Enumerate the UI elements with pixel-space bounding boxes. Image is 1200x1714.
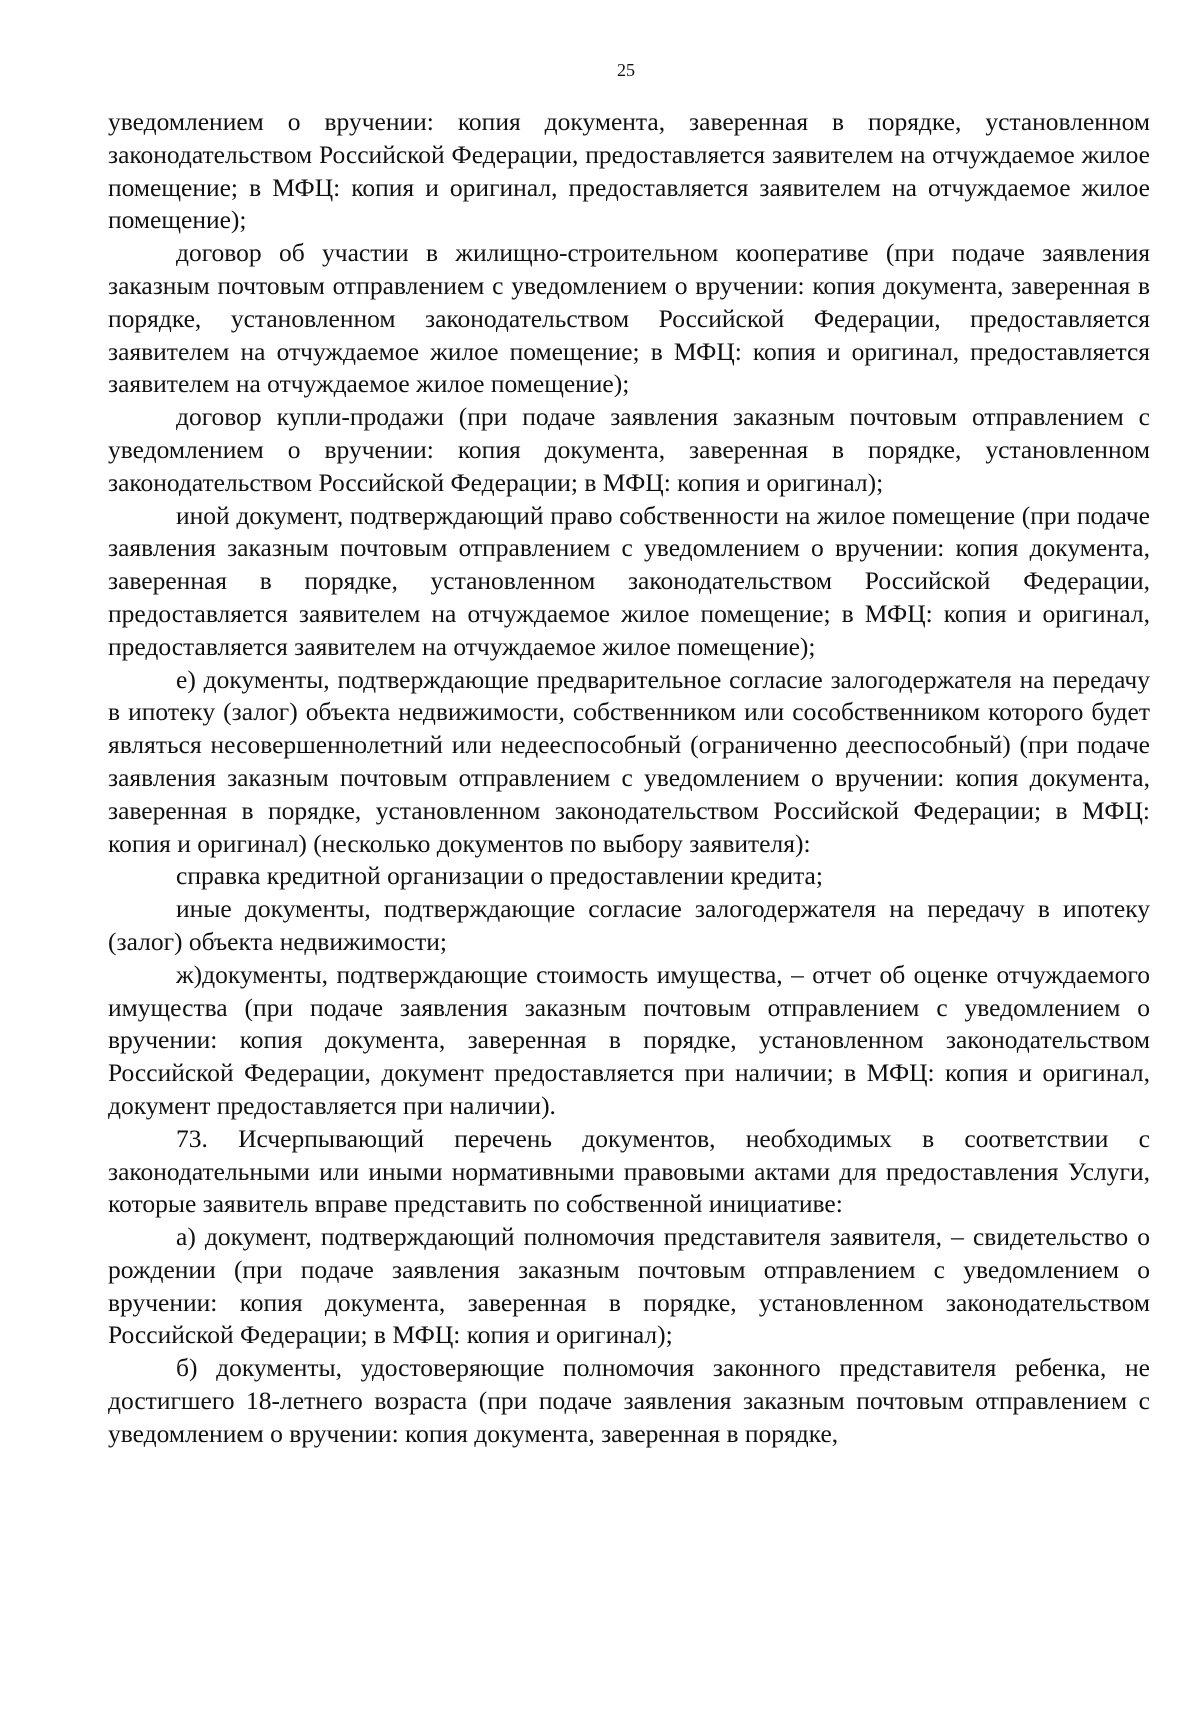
paragraph-continuation: уведомлением о вручении: копия документа, заверенная в порядке, установленном законодательством Российской Федерации, предоставляется заявителем на отчуждаемое жилое помещение; в МФЦ: копия и оригинал, предоставляется заявителем на отчуждаемое жилое помещение); [108, 107, 1150, 235]
document-body [108, 106, 1150, 1451]
paragraph-item-e: е) документы, подтверждающие предварительное согласие залогодержателя на передачу в ипотеку (залог) объекта недвижимости, собственником или сособственником которого будет являться несовершеннолетний или недееспособный (ограниченно дееспособный) (при подаче заявления заказным почтовым отправлением с уведомлением о вручении: копия документа, заверенная в порядке, установленном законодательством Российской Федерации; в МФЦ: копия и оригинал) (несколько документов по выбору заявителя): [108, 664, 1150, 858]
paragraph-housing-cooperative-contract: договор об участии в жилищно-строительном кооперативе (при подаче заявления заказным почтовым отправлением с уведомлением о вручении: копия документа, заверенная в порядке, установленном законодательством Российской Федерации, предоставляется заявителем на отчуждаемое жилое помещение; в МФЦ: копия и оригинал, предоставляется заявителем на отчуждаемое жилое помещение); [108, 238, 1150, 399]
paragraph-section-73: 73. Исчерпывающий перечень документов, необходимых в соответствии с законодательными или иными нормативными правовыми актами для предоставления Услуги, которые заявитель вправе представить по собственной инициативе: [108, 1123, 1150, 1219]
paragraph-other-ownership-document: иной документ, подтверждающий право собственности на жилое помещение (при подаче заявления заказным почтовым отправлением с уведомлением о вручении: копия документа, заверенная в порядке, установленном законодательством Российской Федерации, предоставляется заявителем на отчуждаемое жилое помещение; в МФЦ: копия и оригинал, предоставляется заявителем на отчуждаемое жилое помещение); [108, 500, 1150, 661]
paragraph-other-consent-documents: иные документы, подтверждающие согласие залогодержателя на передачу в ипотеку (залог) объекта недвижимости; [108, 894, 1150, 956]
paragraph-item-a: а) документ, подтверждающий полномочия представителя заявителя, – свидетельство о рождении (при подаче заявления заказным почтовым отправлением с уведомлением о вручении: копия документа, заверенная в порядке, установленном законодательством Российской Федерации; в МФЦ: копия и оригинал); [108, 1222, 1150, 1350]
page-number: 25 [617, 60, 635, 80]
paragraph-sale-contract: договор купли-продажи (при подаче заявления заказным почтовым отправлением с уведомлением о вручении: копия документа, заверенная в порядке, установленном законодательством Российской Федерации; в МФЦ: копия и оригинал); [108, 402, 1150, 497]
paragraph-item-b: б) документы, удостоверяющие полномочия законного представителя ребенка, не достигшего 18-летнего возраста (при подаче заявления заказным почтовым отправлением с уведомлением о вручении: копия документа, заверенная в порядке, [108, 1353, 1150, 1448]
paragraph-credit-certificate: справка кредитной организации о предоставлении кредита; [176, 861, 823, 891]
paragraph-item-zh: ж)документы, подтверждающие стоимость имущества, – отчет об оценке отчуждаемого имущества (при подаче заявления заказным почтовым отправлением с уведомлением о вручении: копия документа, заверенная в порядке, установленном законодательством Российской Федерации, документ предоставляется при наличии; в МФЦ: копия и оригинал, документ предоставляется при наличии). [108, 959, 1150, 1120]
